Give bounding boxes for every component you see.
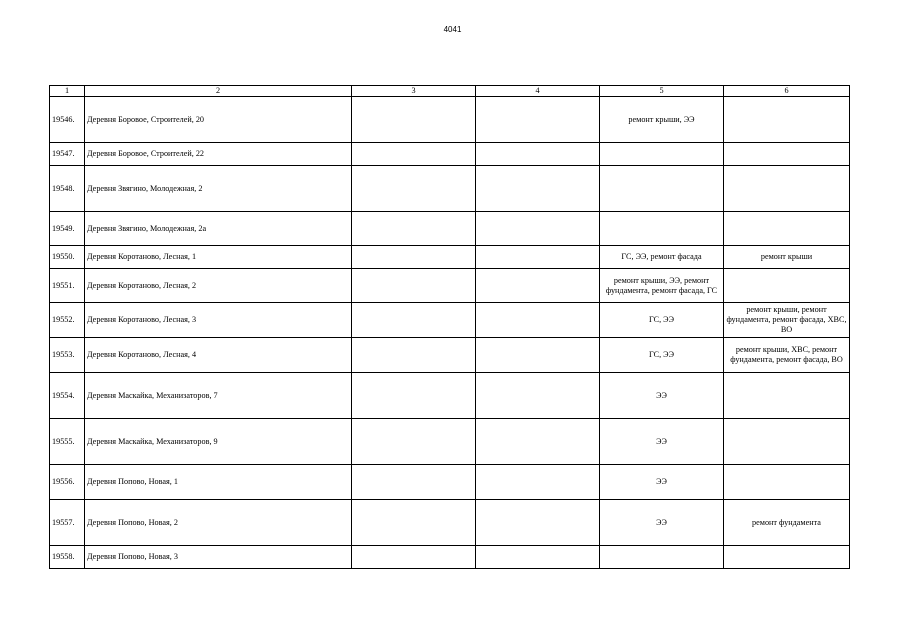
row-col5: ремонт крыши, ЭЭ, ремонт фундамента, ремонт фасада, ГС xyxy=(600,269,724,303)
row-col3 xyxy=(352,97,476,143)
row-col5: ГС, ЭЭ xyxy=(600,338,724,373)
row-col3 xyxy=(352,546,476,569)
row-col5 xyxy=(600,212,724,246)
row-address: Деревня Коротаново, Лесная, 3 xyxy=(85,303,352,338)
page-number: 4041 xyxy=(443,25,462,34)
row-number: 19547. xyxy=(50,143,85,166)
table-row xyxy=(50,465,850,500)
row-col4 xyxy=(476,419,600,465)
row-col5 xyxy=(600,546,724,569)
row-number: 19549. xyxy=(50,212,85,246)
row-col3 xyxy=(352,373,476,419)
column-header: 1 xyxy=(50,86,85,97)
row-col5: ремонт крыши, ЭЭ xyxy=(600,97,724,143)
row-address: Деревня Звягино, Молодежная, 2а xyxy=(85,212,352,246)
column-header: 6 xyxy=(724,86,850,97)
row-address: Деревня Боровое, Строителей, 20 xyxy=(85,97,352,143)
row-col3 xyxy=(352,143,476,166)
row-col5: ЭЭ xyxy=(600,419,724,465)
row-number: 19550. xyxy=(50,246,85,269)
row-col5 xyxy=(600,166,724,212)
table-row xyxy=(50,338,850,373)
row-col3 xyxy=(352,465,476,500)
row-address: Деревня Коротаново, Лесная, 1 xyxy=(85,246,352,269)
data-table xyxy=(49,85,850,569)
row-col3 xyxy=(352,212,476,246)
row-col6 xyxy=(724,419,850,465)
column-header: 5 xyxy=(600,86,724,97)
row-col6: ремонт фундамента xyxy=(724,500,850,546)
row-col6 xyxy=(724,97,850,143)
table-row xyxy=(50,373,850,419)
column-header: 3 xyxy=(352,86,476,97)
row-col5: ГС, ЭЭ, ремонт фасада xyxy=(600,246,724,269)
table-row xyxy=(50,212,850,246)
row-number: 19557. xyxy=(50,500,85,546)
row-col6: ремонт крыши, ХВС, ремонт фундамента, ремонт фасада, ВО xyxy=(724,338,850,373)
row-col3 xyxy=(352,303,476,338)
row-address: Деревня Коротаново, Лесная, 2 xyxy=(85,269,352,303)
row-col6: ремонт крыши xyxy=(724,246,850,269)
row-col6 xyxy=(724,269,850,303)
column-header: 4 xyxy=(476,86,600,97)
row-col3 xyxy=(352,500,476,546)
row-col3 xyxy=(352,269,476,303)
row-col4 xyxy=(476,166,600,212)
header-row xyxy=(50,86,850,97)
row-col6: ремонт крыши, ремонт фундамента, ремонт фасада, ХВС, ВО xyxy=(724,303,850,338)
row-number: 19555. xyxy=(50,419,85,465)
row-col4 xyxy=(476,97,600,143)
row-col4 xyxy=(476,269,600,303)
table-row xyxy=(50,246,850,269)
row-address: Деревня Звягино, Молодежная, 2 xyxy=(85,166,352,212)
row-number: 19558. xyxy=(50,546,85,569)
row-address: Деревня Попово, Новая, 3 xyxy=(85,546,352,569)
table-row xyxy=(50,303,850,338)
row-number: 19548. xyxy=(50,166,85,212)
table-row xyxy=(50,500,850,546)
table-row xyxy=(50,143,850,166)
row-col5: ГС, ЭЭ xyxy=(600,303,724,338)
row-number: 19553. xyxy=(50,338,85,373)
row-col3 xyxy=(352,419,476,465)
row-col6 xyxy=(724,143,850,166)
row-col6 xyxy=(724,373,850,419)
row-col5: ЭЭ xyxy=(600,373,724,419)
row-col4 xyxy=(476,212,600,246)
row-col3 xyxy=(352,246,476,269)
row-col4 xyxy=(476,373,600,419)
row-address: Деревня Боровое, Строителей, 22 xyxy=(85,143,352,166)
row-col6 xyxy=(724,212,850,246)
row-number: 19554. xyxy=(50,373,85,419)
row-col4 xyxy=(476,246,600,269)
row-col6 xyxy=(724,166,850,212)
row-number: 19556. xyxy=(50,465,85,500)
row-col5: ЭЭ xyxy=(600,500,724,546)
table-row xyxy=(50,269,850,303)
row-col3 xyxy=(352,338,476,373)
row-col5: ЭЭ xyxy=(600,465,724,500)
table-row xyxy=(50,97,850,143)
row-col4 xyxy=(476,546,600,569)
row-col4 xyxy=(476,465,600,500)
row-number: 19551. xyxy=(50,269,85,303)
row-col6 xyxy=(724,546,850,569)
row-col4 xyxy=(476,500,600,546)
row-address: Деревня Коротаново, Лесная, 4 xyxy=(85,338,352,373)
row-address: Деревня Маскайка, Механизаторов, 9 xyxy=(85,419,352,465)
row-col3 xyxy=(352,166,476,212)
row-address: Деревня Попово, Новая, 2 xyxy=(85,500,352,546)
table-row xyxy=(50,419,850,465)
row-col4 xyxy=(476,303,600,338)
row-address: Деревня Попово, Новая, 1 xyxy=(85,465,352,500)
table-row xyxy=(50,166,850,212)
row-number: 19552. xyxy=(50,303,85,338)
row-col6 xyxy=(724,465,850,500)
column-header: 2 xyxy=(85,86,352,97)
row-number: 19546. xyxy=(50,97,85,143)
table-row xyxy=(50,546,850,569)
row-col4 xyxy=(476,143,600,166)
row-address: Деревня Маскайка, Механизаторов, 7 xyxy=(85,373,352,419)
row-col4 xyxy=(476,338,600,373)
row-col5 xyxy=(600,143,724,166)
